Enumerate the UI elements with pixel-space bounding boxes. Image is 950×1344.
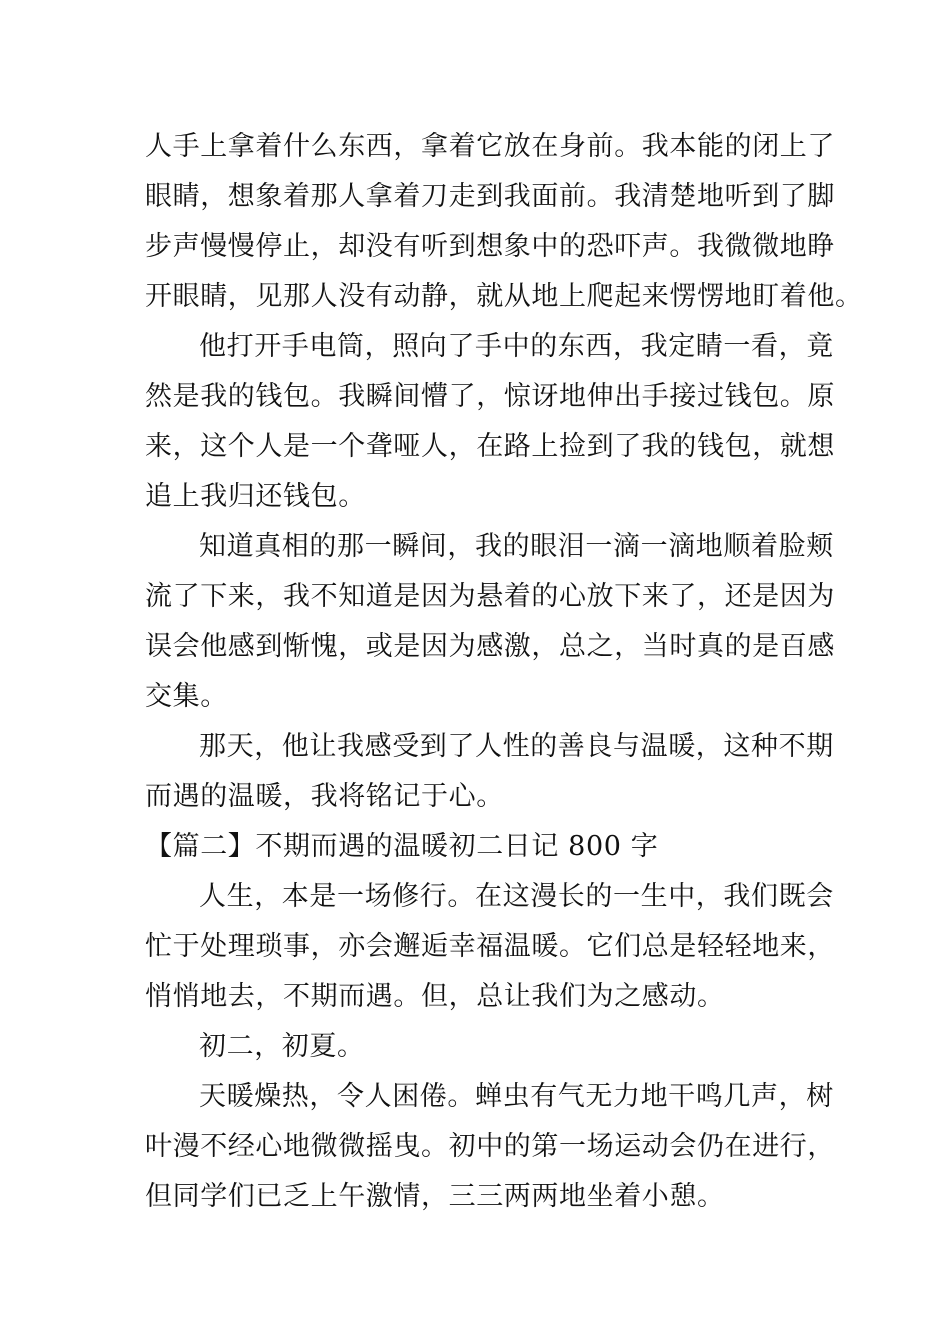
- text-line: 悄悄地去，不期而遇。但，总让我们为之感动。: [145, 981, 725, 1012]
- text-line: 来，这个人是一个聋哑人，在路上捡到了我的钱包，就想: [145, 431, 835, 462]
- text-line: 交集。: [145, 681, 228, 712]
- paragraph-first-line: 人生，本是一场修行。在这漫长的一生中，我们既会: [199, 881, 834, 912]
- text-line: 然是我的钱包。我瞬间懵了，惊讶地伸出手接过钱包。原: [145, 381, 835, 412]
- paragraph-first-line: 初二，初夏。: [199, 1031, 365, 1062]
- text-line: 人手上拿着什么东西，拿着它放在身前。我本能的闭上了: [145, 131, 835, 162]
- paragraph-first-line: 那天，他让我感受到了人性的善良与温暖，这种不期: [199, 731, 834, 762]
- text-line: 步声慢慢停止，却没有听到想象中的恐吓声。我微微地睁: [145, 231, 835, 262]
- text-line: 误会他感到惭愧，或是因为感激，总之，当时真的是百感: [145, 631, 835, 662]
- section-heading: 【篇二】不期而遇的温暖初二日记 800 字: [145, 831, 659, 862]
- paragraph-first-line: 知道真相的那一瞬间，我的眼泪一滴一滴地顺着脸颊: [199, 531, 834, 562]
- text-line: 忙于处理琐事，亦会邂逅幸福温暖。它们总是轻轻地来，: [145, 931, 835, 962]
- text-line: 但同学们已乏上午激情，三三两两地坐着小憩。: [145, 1181, 725, 1212]
- text-line: 眼睛，想象着那人拿着刀走到我面前。我清楚地听到了脚: [145, 181, 835, 212]
- text-line: 叶漫不经心地微微摇曳。初中的第一场运动会仍在进行，: [145, 1131, 835, 1162]
- body-text: [145, 122, 863, 1222]
- paragraph-first-line: 他打开手电筒，照向了手中的东西，我定睛一看，竟: [199, 331, 834, 362]
- text-line: 开眼睛，见那人没有动静，就从地上爬起来愣愣地盯着他。: [145, 281, 863, 312]
- text-line: 而遇的温暖，我将铭记于心。: [145, 781, 504, 812]
- paragraph-first-line: 天暖燥热，令人困倦。蝉虫有气无力地干鸣几声，树: [199, 1081, 834, 1112]
- text-line: 流了下来，我不知道是因为悬着的心放下来了，还是因为: [145, 581, 835, 612]
- text-line: 追上我归还钱包。: [145, 481, 366, 512]
